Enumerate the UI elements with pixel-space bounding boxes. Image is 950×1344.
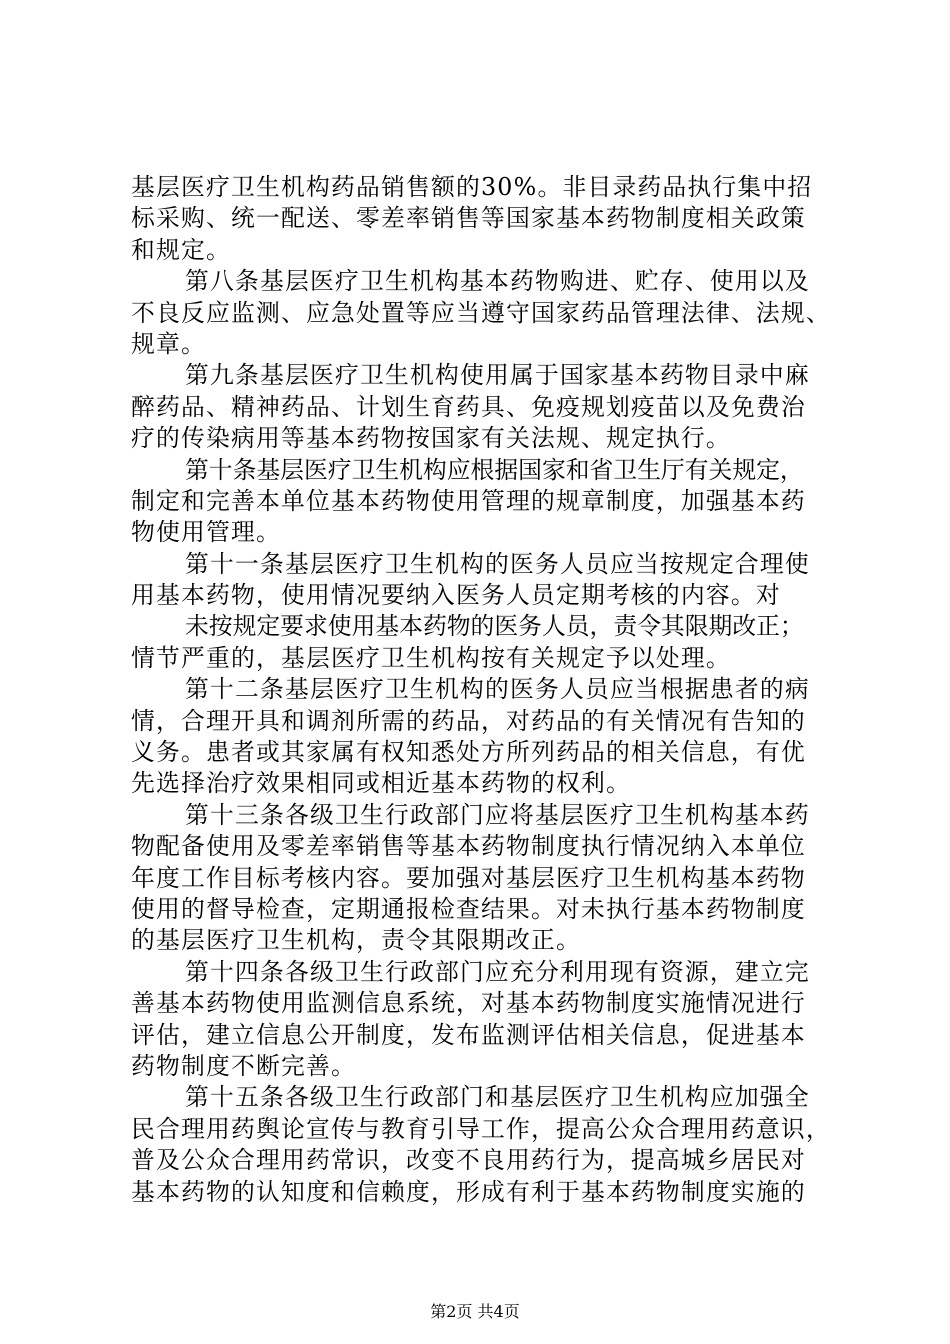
- text-line: 评估，建立信息公开制度，发布监测评估相关信息，促进基本: [131, 1020, 806, 1049]
- text-line: 年度工作目标考核内容。要加强对基层医疗卫生机构基本药物: [131, 863, 806, 892]
- text-line: 第十二条基层医疗卫生机构的医务人员应当根据患者的病: [185, 675, 810, 704]
- text-line: 基层医疗卫生机构药品销售额的30%。非目录药品执行集中招: [131, 173, 813, 201]
- text-line: 情，合理开具和调剂所需的药品，对药品的有关情况有告知的: [131, 706, 806, 735]
- text-line: 普及公众合理用药常识，改变不良用药行为，提高城乡居民对: [131, 1146, 806, 1175]
- text-line: 用基本药物，使用情况要纳入医务人员定期考核的内容。对: [131, 581, 781, 610]
- text-line: 情节严重的，基层医疗卫生机构按有关规定予以处理。: [131, 643, 731, 672]
- text-line: 醉药品、精神药品、计划生育药具、免疫规划疫苗以及免费治: [131, 392, 806, 421]
- text-line: 制定和完善本单位基本药物使用管理的规章制度，加强基本药: [131, 486, 806, 515]
- text-line: 使用的督导检查，定期通报检查结果。对未执行基本药物制度: [131, 894, 806, 923]
- text-line: 物使用管理。: [131, 518, 281, 547]
- text-line: 不良反应监测、应急处置等应当遵守国家药品管理法律、法规、: [131, 298, 831, 327]
- text-line: 规章。: [131, 329, 206, 358]
- text-line: 善基本药物使用监测信息系统，对基本药物制度实施情况进行: [131, 989, 806, 1018]
- text-line: 未按规定要求使用基本药物的医务人员，责令其限期改正；: [185, 612, 804, 641]
- text-line: 基本药物的认知度和信赖度，形成有利于基本药物制度实施的: [131, 1177, 806, 1206]
- text-line: 第八条基层医疗卫生机构基本药物购进、贮存、使用以及: [185, 267, 810, 296]
- text-line: 民合理用药舆论宣传与教育引导工作，提高公众合理用药意识，: [131, 1114, 831, 1143]
- document-body: [131, 172, 831, 1208]
- text-line: 第十四条各级卫生行政部门应充分利用现有资源，建立完: [185, 957, 810, 986]
- page-number-label: 第2页 共4页: [430, 1302, 520, 1321]
- text-line: 义务。患者或其家属有权知悉处方所列药品的相关信息，有优: [131, 738, 806, 767]
- text-line: 第十条基层医疗卫生机构应根据国家和省卫生厅有关规定，: [185, 455, 804, 484]
- text-line: 物配备使用及零差率销售等基本药物制度执行情况纳入本单位: [131, 832, 806, 861]
- text-line: 第十一条基层医疗卫生机构的医务人员应当按规定合理使: [185, 549, 810, 578]
- text-line: 第十五条各级卫生行政部门和基层医疗卫生机构应加强全: [185, 1083, 810, 1112]
- text-line: 第九条基层医疗卫生机构使用属于国家基本药物目录中麻: [185, 361, 810, 390]
- page-footer: [0, 1302, 950, 1322]
- text-line: 第十三条各级卫生行政部门应将基层医疗卫生机构基本药: [185, 800, 810, 829]
- text-line: 的基层医疗卫生机构，责令其限期改正。: [131, 926, 581, 955]
- text-line: 和规定。: [131, 235, 231, 264]
- text-line: 标采购、统一配送、零差率销售等国家基本药物制度相关政策: [131, 204, 806, 233]
- text-line: 疗的传染病用等基本药物按国家有关法规、规定执行。: [131, 424, 731, 453]
- text-line: 先选择治疗效果相同或相近基本药物的权利。: [131, 769, 631, 798]
- text-line: 药物制度不断完善。: [131, 1051, 356, 1080]
